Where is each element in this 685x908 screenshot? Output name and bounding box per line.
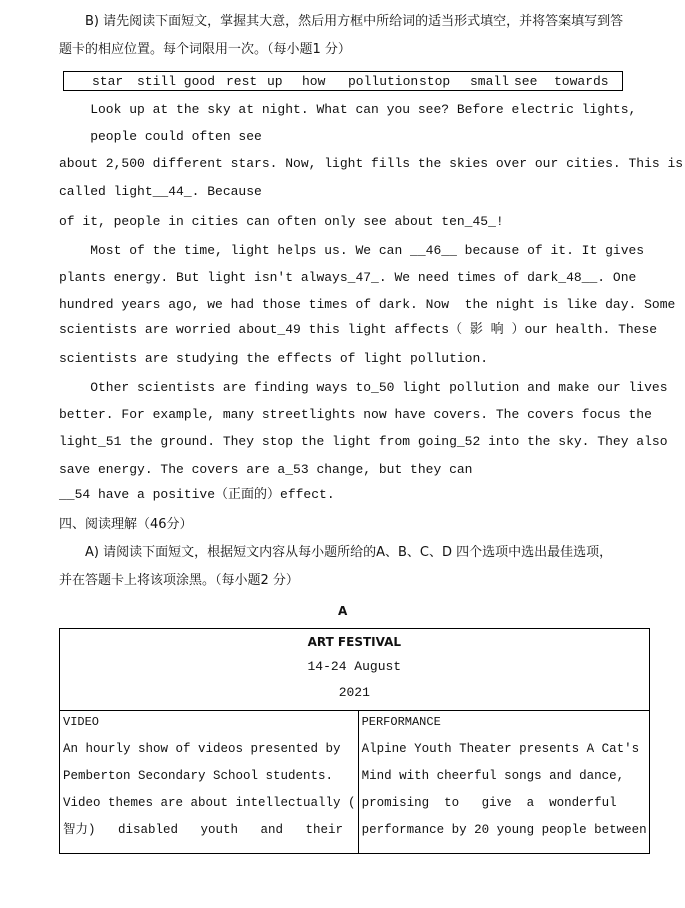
- word-bank-item: how: [302, 74, 326, 89]
- video-description: [63, 736, 356, 844]
- festival-year: 2021: [338, 685, 370, 700]
- passage-line: scientists are studying the effects of light pollution.: [59, 351, 489, 366]
- word-bank-item: stop: [419, 74, 451, 89]
- passage-line: of it, people in cities can often only see about ten_45_!: [59, 214, 504, 229]
- performance-header: PERFORMANCE: [361, 715, 441, 729]
- word-bank-item: pollution: [348, 74, 419, 89]
- word-bank-item: small: [470, 74, 510, 89]
- performance-line: Mind with cheerful songs and dance,: [361, 769, 625, 783]
- section-4-instruction-1: A) 请阅读下面短文，根据短文内容从每小题所给的A、B、C、D 四个选项中选出最佳选项，: [85, 545, 613, 560]
- passage-line: scientists are worried about_49 this light affects（ 影 响 ）our health. These: [59, 322, 658, 337]
- word-bank-item: see: [514, 74, 538, 89]
- section-b-instruction-1: B) 请先阅读下面短文，掌握其大意，然后用方框中所给词的适当形式填空，并将答案填写到答: [85, 14, 624, 29]
- passage-line: people could often see: [59, 129, 262, 144]
- passage-line: Look up at the sky at night. What can you see? Before electric lights,: [59, 102, 637, 117]
- passage-line: Most of the time, light helps us. We can __46__ because of it. It gives: [59, 243, 645, 258]
- video-line: Pemberton Secondary School students.: [63, 769, 334, 783]
- passage-line: save energy. The covers are a_53 change, but they can: [59, 462, 473, 477]
- word-bank-item: towards: [554, 74, 609, 89]
- passage-line: __54 have a positive（正面的）effect.: [59, 487, 335, 502]
- passage-line: about 2,500 different stars. Now, light fills the skies over our cities. This is: [59, 156, 684, 171]
- section-4-instruction-2: 并在答题卡上将该项涂黑。（每小题2 分）: [59, 573, 299, 588]
- word-bank-box: [63, 71, 623, 91]
- word-bank-item: still good: [137, 74, 216, 89]
- performance-description: [362, 736, 647, 844]
- word-bank-item: up: [267, 74, 283, 89]
- passage-label: A: [338, 604, 348, 618]
- festival-title: ART FESTIVAL: [307, 635, 402, 649]
- video-line: An hourly show of videos presented by: [63, 742, 341, 756]
- video-cell: [60, 711, 359, 854]
- passage-line: called light__44_. Because: [59, 184, 262, 199]
- festival-table: [59, 628, 650, 854]
- word-bank-item: rest: [226, 74, 258, 89]
- performance-cell: [358, 711, 649, 854]
- passage-line: hundred years ago, we had those times of dark. Now the night is like day. Some: [59, 297, 676, 312]
- section-4-heading: 四、阅读理解（46分）: [59, 517, 193, 532]
- performance-line: promising to give a wonderful: [361, 796, 617, 810]
- performance-line: performance by 20 young people between: [361, 823, 647, 837]
- video-header: VIDEO: [63, 715, 100, 729]
- video-line: 智力) disabled youth and their: [63, 823, 344, 837]
- passage-line: better. For example, many streetlights now have covers. The covers focus the: [59, 407, 652, 422]
- section-b-instruction-2: 题卡的相应位置。每个词限用一次。（每小题1 分）: [59, 42, 351, 57]
- passage-line: Other scientists are finding ways to_50 light pollution and make our lives: [59, 380, 668, 395]
- performance-line: Alpine Youth Theater presents A Cat's: [361, 742, 640, 756]
- passage-line: plants energy. But light isn't always_47_. We need times of dark_48__. One: [59, 270, 637, 285]
- passage-line: light_51 the ground. They stop the light from going_52 into the sky. They also: [59, 434, 668, 449]
- festival-header-cell: [60, 629, 650, 711]
- video-line: Video themes are about intellectually (: [63, 796, 356, 810]
- word-bank-item: star: [92, 74, 124, 89]
- festival-dates: 14-24 August: [307, 659, 402, 674]
